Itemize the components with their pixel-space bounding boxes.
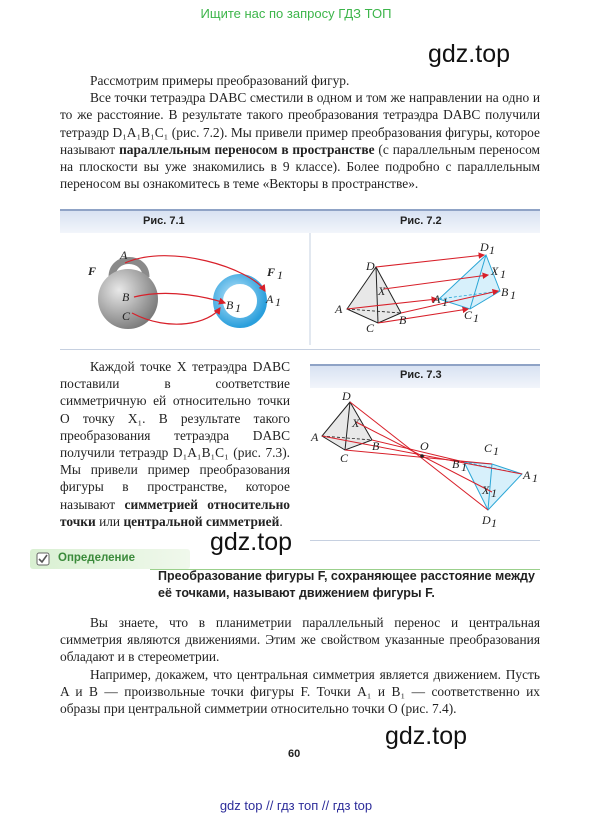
svg-text:1: 1 bbox=[510, 288, 516, 302]
fig-header-strip bbox=[60, 211, 540, 233]
para2-bold2: центральной симметрией bbox=[123, 513, 280, 529]
fig73-label-D1: D bbox=[482, 513, 491, 527]
fig73-drawing bbox=[310, 388, 540, 536]
fig73-label-X1: X bbox=[482, 483, 490, 497]
watermark-mid: gdz.top bbox=[210, 528, 293, 556]
bottom-banner[interactable]: gdz top // гдз топ // гдз top bbox=[219, 798, 373, 813]
para1-line1: Рассмотрим примеры преобразований фигур. bbox=[90, 73, 350, 88]
fig73-label-D: D bbox=[342, 389, 351, 403]
fig71-label-B: B bbox=[122, 290, 130, 304]
fig72-label-A: A bbox=[335, 302, 343, 316]
svg-text:1: 1 bbox=[235, 301, 241, 315]
fig72-label-C1: C bbox=[464, 308, 473, 322]
fig71-72-drawing bbox=[60, 233, 540, 345]
fig72-title: Рис. 7.2 bbox=[400, 215, 442, 227]
fig73-center-point bbox=[420, 454, 424, 458]
para1-bold: параллельным переносом в пространстве bbox=[119, 141, 375, 157]
fig71-label-A: A bbox=[120, 248, 128, 262]
svg-text:1: 1 bbox=[493, 444, 499, 458]
definition-text: Преобразование фигуры F, сохраняющее расстояние между её точками, называют движением фигуры F. bbox=[158, 569, 535, 600]
fig71-label-B1: B bbox=[226, 298, 234, 312]
svg-text:1: 1 bbox=[277, 268, 283, 282]
svg-text:1: 1 bbox=[489, 243, 495, 257]
top-banner[interactable]: Ищите нас по запросу ГДЗ ТОП bbox=[200, 6, 392, 21]
fig73-label-A: A bbox=[311, 430, 319, 444]
paragraph-1 bbox=[60, 72, 540, 192]
svg-text:1: 1 bbox=[491, 486, 497, 500]
fig72-label-A1: A bbox=[433, 292, 441, 306]
fig72-tetra bbox=[347, 267, 401, 323]
para2-text-a: Каждой точке X тетраэдра DABC поставили в соответствие симметричную ей относительно точки O точку X₁. В результате такого преобразования тетраэдра DABC получили тетраэдр D₁A₁B₁C₁ (рис. 7.3). Мы привели пример преобразования фигуры в пространстве, которое называют bbox=[60, 359, 290, 512]
fig72-label-C: C bbox=[366, 321, 375, 335]
svg-text:1: 1 bbox=[461, 460, 467, 474]
fig73-title: Рис. 7.3 bbox=[400, 369, 442, 381]
watermark-bottom: gdz.top bbox=[385, 722, 468, 750]
fig71-title: Рис. 7.1 bbox=[143, 215, 185, 227]
definition-title: Определение bbox=[58, 552, 135, 564]
svg-text:1: 1 bbox=[532, 471, 538, 485]
fig72-label-X: X bbox=[378, 284, 386, 298]
fig72-label-B1: B bbox=[501, 285, 509, 299]
svg-text:1: 1 bbox=[500, 267, 506, 281]
fig73-label-A1: A bbox=[523, 468, 531, 482]
fig73-label-B: B bbox=[372, 439, 380, 453]
fig72-label-B: B bbox=[399, 313, 407, 327]
para1-text-a: Все точки тетраэдра DABC сместили в одном и том же направлении на одно и то же расстояние. В результате такого преобразования тетраэдра DABC получили тетраэдр D₁A₁B₁C₁ (рис. 7.2). Мы привели пример преобразования фигуры, которое называют bbox=[60, 90, 540, 157]
para1-text-b: (с параллельным переносом на плоскости вы уже знакомились в 9 классе). Более подробно с параллельным переносом вы ознакомитесь в теме «Векторы в пространстве». bbox=[60, 141, 540, 192]
fig72-label-D1: D bbox=[480, 240, 489, 254]
fig72-label-D: D bbox=[366, 259, 375, 273]
fig73-label-C: C bbox=[340, 451, 349, 465]
svg-text:1: 1 bbox=[442, 295, 448, 309]
paragraph-2: Каждой точке X тетраэдра DABC поставили в соответствие симметричную ей относительно точки O точку X₁. В результате такого преобразования тетраэдра DABC получили тетраэдр D₁A₁B₁C₁ (рис. 7.3). Мы привели пример преобразования фигуры в пространстве, которое называют симметрией относительно точки или центральной симметрией. bbox=[60, 359, 290, 529]
fig71-label-C: C bbox=[122, 309, 131, 323]
fig73-label-X: X bbox=[352, 416, 360, 430]
svg-text:1: 1 bbox=[473, 311, 479, 325]
fig73-label-O: O bbox=[420, 439, 429, 453]
paragraph-4: Например, докажем, что центральная симметрия является движением. Пусть A и B — произвольные точки фигуры F. Точки A₁ и B₁ — соответственно их образы при центральной симметрии относительно точки O (рис. 7.4). bbox=[60, 666, 540, 717]
paragraph-3: Вы знаете, что в планиметрии параллельный перенос и центральная симметрия являются движениями. Этим же свойством указанные преобразования обладают и в стереометрии. bbox=[60, 615, 540, 665]
fig71-label-F1: F bbox=[267, 265, 276, 279]
fig73-label-B1: B bbox=[452, 457, 460, 471]
fig73-label-C1: C bbox=[484, 441, 493, 455]
page-number: 60 bbox=[288, 748, 301, 760]
fig71-label-F: F bbox=[88, 264, 97, 278]
checkbox-icon bbox=[36, 552, 50, 566]
svg-text:1: 1 bbox=[491, 516, 497, 530]
para2-bold1: симметрией относительно точки bbox=[60, 496, 290, 529]
fig71-label-A1: A bbox=[266, 292, 274, 306]
paragraph-3-4 bbox=[60, 614, 540, 717]
svg-text:1: 1 bbox=[275, 295, 281, 309]
watermark-top-right: gdz.top bbox=[428, 40, 511, 68]
fig72-label-X1: X bbox=[491, 264, 499, 278]
